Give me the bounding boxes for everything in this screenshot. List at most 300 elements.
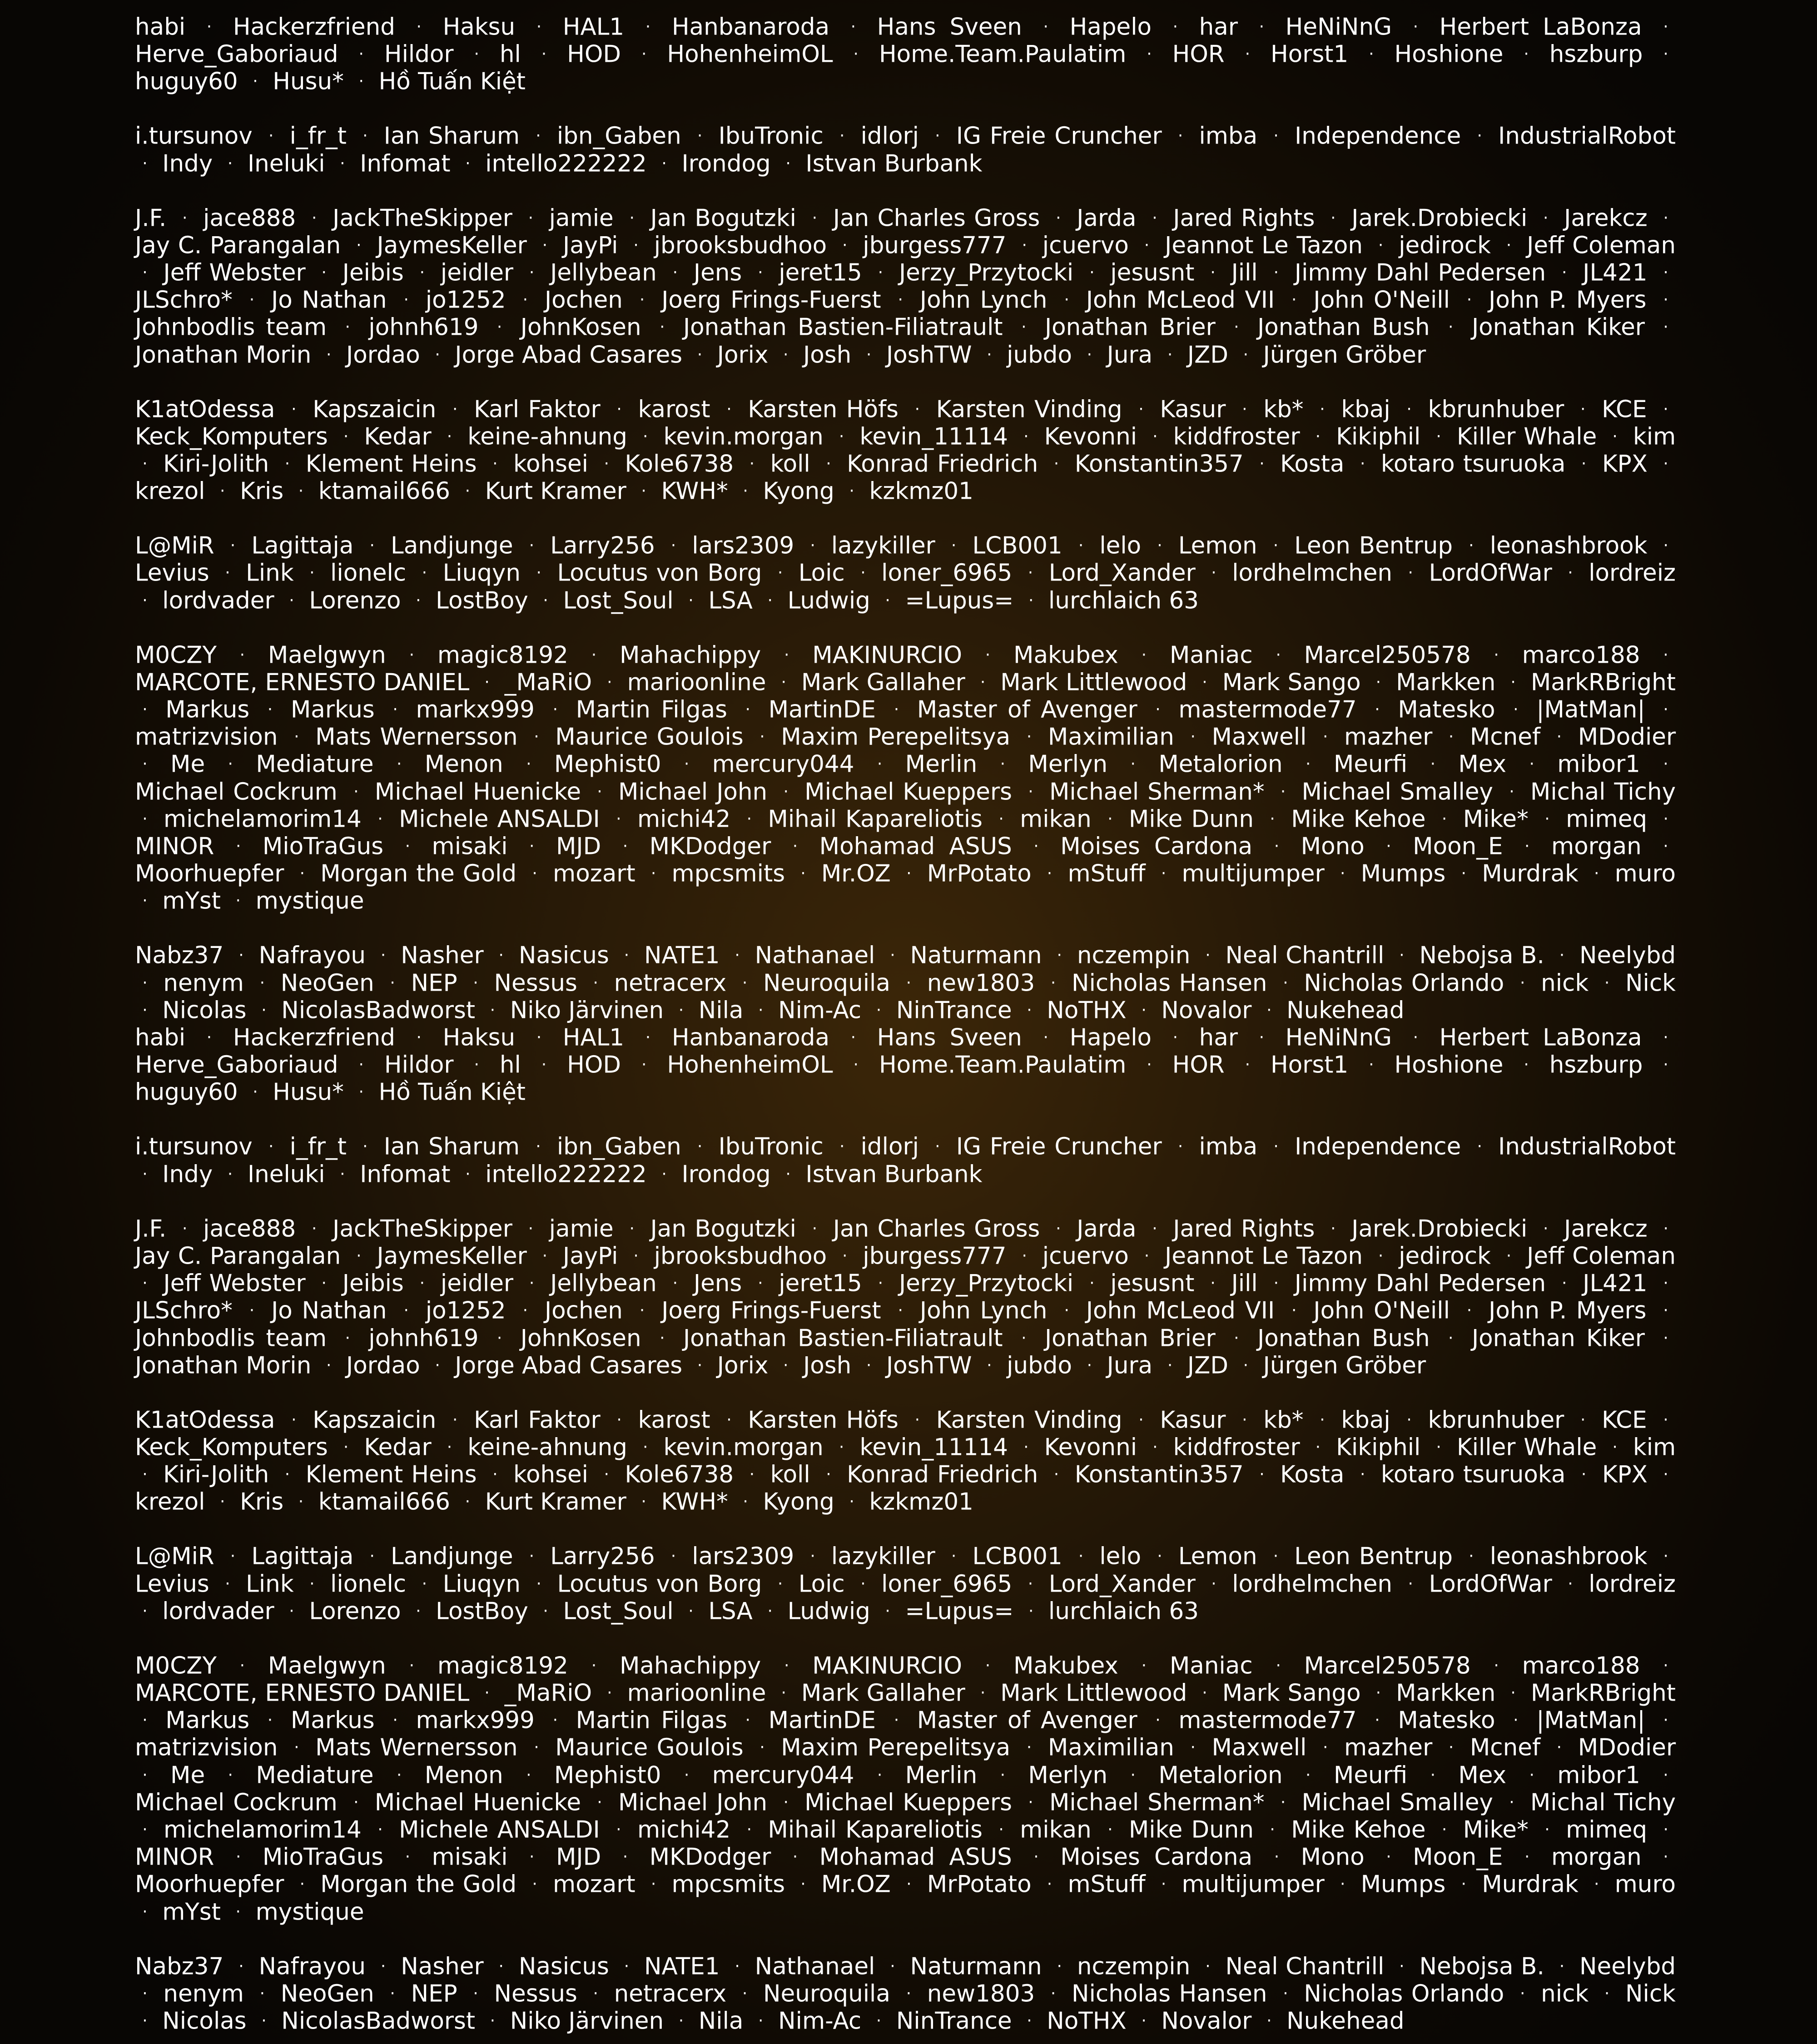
- contributor-name: Lemon: [1178, 1543, 1257, 1570]
- contributor-name: jbrooksbudhoo: [654, 1242, 827, 1270]
- contributor-name: Moon_E: [1413, 833, 1503, 860]
- separator-dot: ·: [641, 1055, 647, 1075]
- separator-dot: ·: [743, 481, 748, 501]
- contributor-name: jeret15: [779, 259, 862, 287]
- contributor-name: nick: [1541, 1980, 1589, 2008]
- separator-dot: ·: [812, 1219, 818, 1238]
- contributor-name: Markus: [165, 696, 250, 724]
- contributor-name: MarkRBright: [1530, 669, 1676, 696]
- contributor-name: Jonathan Brier: [1044, 1324, 1216, 1352]
- separator-dot: ·: [142, 809, 148, 829]
- contributor-name: Menon: [424, 1761, 503, 1789]
- contributor-name: Kris: [240, 477, 284, 505]
- separator-dot: ·: [1043, 17, 1048, 36]
- contributor-name: jace888: [203, 1215, 296, 1243]
- separator-dot: ·: [490, 1000, 496, 1020]
- separator-dot: ·: [624, 1956, 630, 1976]
- separator-dot: ·: [1581, 1465, 1587, 1484]
- separator-dot: ·: [369, 536, 375, 556]
- contributor-name: Matesko: [1398, 1707, 1495, 1734]
- contributor-name: Mediature: [256, 750, 374, 778]
- separator-dot: ·: [343, 1437, 349, 1457]
- separator-dot: ·: [1266, 1000, 1272, 1020]
- separator-dot: ·: [624, 946, 630, 965]
- contributor-name: Kikiphil: [1336, 1434, 1421, 1461]
- separator-dot: ·: [536, 1028, 542, 1047]
- separator-dot: ·: [1509, 1792, 1514, 1812]
- separator-dot: ·: [1663, 837, 1668, 856]
- contributor-name: Jürgen Gröber: [1263, 1352, 1426, 1379]
- separator-dot: ·: [898, 290, 903, 310]
- separator-dot: ·: [678, 1000, 684, 1020]
- separator-dot: ·: [1322, 727, 1328, 747]
- contributor-name: NinTrance: [896, 2007, 1012, 2035]
- separator-dot: ·: [496, 1328, 502, 1348]
- contributor-name: MAKINURCIO: [812, 1652, 963, 1680]
- contributor-name: imba: [1199, 1133, 1258, 1161]
- contributor-name: Jonathan Kiker: [1471, 1324, 1645, 1352]
- contributor-name: Lord_Xander: [1048, 1570, 1196, 1597]
- contributor-name: Kikiphil: [1336, 423, 1421, 451]
- contributor-name: Lost_Soul: [563, 1597, 674, 1625]
- separator-dot: ·: [1543, 1219, 1549, 1238]
- separator-dot: ·: [1322, 1738, 1328, 1757]
- contributor-name: Konrad Friedrich: [847, 450, 1038, 478]
- contributor-name: Johnbodlis team: [135, 1324, 327, 1352]
- contributor-name: MKDodger: [649, 833, 771, 860]
- contributor-name: MJD: [556, 833, 601, 860]
- separator-dot: ·: [1559, 1956, 1565, 1976]
- separator-dot: ·: [826, 1465, 831, 1484]
- contributor-name: kotaro tsuruoka: [1380, 1461, 1566, 1488]
- separator-dot: ·: [526, 754, 531, 774]
- separator-dot: ·: [1663, 45, 1668, 64]
- contributor-name: Jay C. Parangalan: [135, 1242, 341, 1270]
- contributor-name: Jay C. Parangalan: [135, 232, 341, 259]
- contributor-name: misaki: [432, 1843, 508, 1871]
- contributor-name: keine-ahnung: [467, 1434, 627, 1461]
- separator-dot: ·: [1050, 1984, 1056, 2003]
- separator-dot: ·: [1144, 1246, 1150, 1265]
- separator-dot: ·: [532, 864, 537, 883]
- contributor-name: keine-ahnung: [467, 423, 627, 451]
- contributor-name: Meurfi: [1333, 750, 1408, 778]
- contributor-name: MARCOTE, ERNESTO DANIEL: [135, 1679, 470, 1707]
- contributor-name: Nicolas: [162, 2007, 247, 2035]
- separator-dot: ·: [697, 1355, 703, 1375]
- contributor-name: Jonathan Kiker: [1471, 313, 1645, 341]
- separator-dot: ·: [1291, 290, 1297, 310]
- contributor-name: Neelybd: [1579, 1952, 1676, 1980]
- separator-dot: ·: [542, 235, 548, 255]
- separator-dot: ·: [1524, 837, 1530, 856]
- contributor-name: Lorenzo: [309, 1597, 401, 1625]
- separator-dot: ·: [826, 454, 831, 474]
- contributor-name: Jonathan Morin: [135, 1352, 312, 1379]
- separator-dot: ·: [1202, 672, 1207, 692]
- separator-dot: ·: [142, 891, 148, 911]
- contributor-name: Nathanael: [755, 942, 875, 969]
- contributor-name: mYst: [162, 1898, 221, 1925]
- separator-dot: ·: [906, 973, 912, 992]
- contributor-name: Jorge Abad Casares: [455, 341, 683, 369]
- contributor-name: Locutus von Borg: [557, 1570, 762, 1597]
- contributor-name: =Lupus=: [905, 587, 1014, 615]
- contributor-name: Jeannot Le Tazon: [1165, 1242, 1363, 1270]
- separator-dot: ·: [1141, 2011, 1147, 2030]
- contributor-name: koll: [770, 1461, 810, 1488]
- contributor-name: L@MiR: [135, 532, 214, 560]
- contributor-name: Kapszaicin: [313, 1406, 437, 1434]
- separator-dot: ·: [1369, 1055, 1374, 1075]
- contributor-name: Merlyn: [1028, 1761, 1108, 1789]
- contributor-name: Nicholas Hansen: [1072, 969, 1267, 997]
- separator-dot: ·: [182, 208, 188, 228]
- separator-dot: ·: [853, 1055, 859, 1075]
- separator-dot: ·: [684, 754, 690, 774]
- contributor-name: kevin.morgan: [663, 423, 824, 451]
- contributor-name: Jarekcz: [1564, 204, 1648, 232]
- separator-dot: ·: [261, 1000, 267, 1020]
- separator-dot: ·: [885, 590, 890, 610]
- contributor-name: nenym: [163, 1980, 244, 2008]
- contributor-name: mozart: [553, 1870, 635, 1898]
- contributor-name: mystique: [255, 887, 364, 915]
- contributor-name: Nicholas Hansen: [1072, 1980, 1267, 2008]
- contributor-name: JackTheSkipper: [333, 1215, 512, 1243]
- separator-dot: ·: [1273, 1274, 1279, 1293]
- separator-dot: ·: [321, 263, 327, 283]
- separator-dot: ·: [1663, 645, 1668, 665]
- separator-dot: ·: [1580, 1410, 1586, 1429]
- credit-block-l: [135, 1543, 1676, 1625]
- contributor-name: Jimmy Dahl Pedersen: [1294, 1270, 1546, 1297]
- contributor-name: netracerx: [614, 1980, 727, 2008]
- contributor-name: Jens: [693, 1270, 742, 1297]
- contributor-name: K1atOdessa: [135, 1406, 275, 1434]
- contributor-name: |MatMan|: [1536, 1707, 1645, 1734]
- contributor-name: Michele ANSALDI: [399, 1816, 600, 1844]
- separator-dot: ·: [498, 946, 504, 965]
- separator-dot: ·: [1612, 1437, 1618, 1457]
- separator-dot: ·: [785, 1164, 791, 1184]
- separator-dot: ·: [1663, 1055, 1668, 1075]
- contributor-name: LordOfWar: [1429, 1570, 1552, 1597]
- contributor-name: Leon Bentrup: [1294, 532, 1453, 560]
- contributor-name: Hapelo: [1069, 1024, 1152, 1052]
- separator-dot: ·: [298, 1492, 304, 1512]
- contributor-name: Jarekcz: [1564, 1215, 1648, 1243]
- contributor-name: Jochen: [544, 286, 623, 314]
- contributor-name: IG Freie Cruncher: [956, 122, 1162, 150]
- contributor-name: KPX: [1602, 1461, 1648, 1488]
- contributor-name: mikan: [1020, 1816, 1092, 1844]
- contributor-name: LSA: [708, 587, 753, 615]
- contributor-name: jamie: [549, 204, 614, 232]
- contributor-name: Jarda: [1077, 204, 1137, 232]
- separator-dot: ·: [435, 1355, 440, 1375]
- contributor-name: John McLeod VII: [1086, 1297, 1275, 1325]
- contributor-name: NoTHX: [1047, 2007, 1127, 2035]
- contributor-name: M0CZY: [135, 641, 217, 669]
- separator-dot: ·: [1064, 290, 1069, 310]
- contributor-name: Nafrayou: [258, 942, 366, 969]
- contributor-name: MioTraGus: [262, 1843, 384, 1871]
- separator-dot: ·: [311, 208, 317, 228]
- separator-dot: ·: [1663, 1847, 1668, 1867]
- credits-copy-1: [135, 14, 1676, 1024]
- contributor-name: Markken: [1396, 669, 1496, 696]
- separator-dot: ·: [1413, 1028, 1419, 1047]
- contributor-name: lordreiz: [1589, 559, 1676, 587]
- contributor-name: kotaro tsuruoka: [1380, 450, 1566, 478]
- separator-dot: ·: [1340, 1875, 1345, 1894]
- separator-dot: ·: [1510, 672, 1516, 692]
- contributor-name: Marcel250578: [1304, 1652, 1471, 1680]
- separator-dot: ·: [1155, 1711, 1161, 1730]
- separator-dot: ·: [536, 563, 541, 583]
- separator-dot: ·: [616, 1820, 621, 1839]
- separator-dot: ·: [473, 973, 478, 992]
- separator-dot: ·: [1087, 345, 1092, 364]
- credits-scroll[interactable]: [135, 14, 1676, 2035]
- separator-dot: ·: [299, 1875, 305, 1894]
- separator-dot: ·: [670, 1547, 676, 1566]
- contributor-name: Nila: [698, 2007, 744, 2035]
- contributor-name: Levius: [135, 1570, 209, 1597]
- contributor-name: JohnKosen: [520, 1324, 641, 1352]
- separator-dot: ·: [1330, 208, 1336, 228]
- separator-dot: ·: [1130, 1765, 1136, 1785]
- separator-dot: ·: [230, 1547, 236, 1566]
- separator-dot: ·: [607, 672, 612, 692]
- contributor-name: loner_6965: [881, 559, 1013, 587]
- separator-dot: ·: [914, 1410, 920, 1429]
- contributor-name: KPX: [1602, 450, 1648, 478]
- separator-dot: ·: [1057, 946, 1062, 965]
- contributor-name: lars2309: [692, 532, 794, 560]
- separator-dot: ·: [369, 1547, 375, 1566]
- separator-dot: ·: [1375, 672, 1381, 692]
- separator-dot: ·: [800, 1875, 806, 1894]
- contributor-name: jamie: [549, 1215, 614, 1243]
- contributor-name: HeNiNnG: [1285, 13, 1392, 41]
- contributor-name: Mcnef: [1469, 1734, 1541, 1761]
- contributor-name: ibn_Gaben: [556, 122, 681, 150]
- separator-dot: ·: [311, 1219, 317, 1238]
- separator-dot: ·: [1057, 1956, 1062, 1976]
- contributor-name: Kiri-Jolith: [163, 450, 269, 478]
- contributor-name: Michael Cockrum: [135, 1789, 338, 1816]
- contributor-name: Istvan Burbank: [805, 1161, 983, 1188]
- separator-dot: ·: [866, 1355, 872, 1375]
- contributor-name: Link: [246, 559, 294, 587]
- separator-dot: ·: [1320, 399, 1325, 419]
- separator-dot: ·: [142, 1711, 148, 1730]
- contributor-name: Hildor: [384, 40, 454, 68]
- separator-dot: ·: [1078, 1547, 1084, 1566]
- separator-dot: ·: [1399, 1956, 1405, 1976]
- contributor-name: Hanbanaroda: [671, 13, 830, 41]
- contributor-name: Neuroquila: [763, 1980, 890, 2008]
- separator-dot: ·: [492, 454, 498, 474]
- separator-dot: ·: [1529, 1765, 1534, 1785]
- separator-dot: ·: [1234, 318, 1239, 337]
- separator-dot: ·: [1315, 1437, 1321, 1457]
- separator-dot: ·: [1306, 754, 1311, 774]
- separator-dot: ·: [182, 1219, 188, 1238]
- contributor-name: i_fr_t: [289, 122, 347, 150]
- contributor-name: nick: [1541, 969, 1589, 997]
- separator-dot: ·: [1524, 1847, 1530, 1867]
- separator-dot: ·: [392, 700, 398, 719]
- contributor-name: Michael Sherman*: [1049, 778, 1265, 806]
- separator-dot: ·: [358, 45, 364, 64]
- separator-dot: ·: [951, 1547, 957, 1566]
- contributor-name: Karl Faktor: [474, 1406, 601, 1434]
- separator-dot: ·: [742, 973, 748, 992]
- separator-dot: ·: [1167, 1355, 1173, 1375]
- contributor-name: Hans Sveen: [877, 13, 1022, 41]
- separator-dot: ·: [661, 1164, 667, 1184]
- contributor-name: mystique: [255, 1898, 364, 1925]
- separator-dot: ·: [405, 837, 411, 856]
- contributor-name: jcuervo: [1042, 232, 1129, 259]
- separator-dot: ·: [1315, 427, 1321, 446]
- contributor-name: jburgess777: [863, 232, 1007, 259]
- contributor-name: jcuervo: [1042, 1242, 1129, 1270]
- separator-dot: ·: [1320, 1410, 1325, 1429]
- separator-dot: ·: [498, 1956, 504, 1976]
- separator-dot: ·: [473, 1984, 478, 2003]
- contributor-name: Jan Bogutzki: [650, 1215, 796, 1243]
- contributor-name: Michal Tichy: [1530, 1789, 1676, 1816]
- separator-dot: ·: [345, 318, 350, 337]
- contributor-name: Loic: [798, 1570, 845, 1597]
- contributor-name: Metalorion: [1158, 750, 1283, 778]
- separator-dot: ·: [1369, 45, 1374, 64]
- contributor-name: Michael Cockrum: [135, 778, 338, 806]
- separator-dot: ·: [447, 427, 452, 446]
- contributor-name: MioTraGus: [262, 833, 384, 860]
- contributor-name: HohenheimOL: [667, 1051, 833, 1079]
- separator-dot: ·: [289, 590, 294, 610]
- separator-dot: ·: [253, 72, 258, 91]
- separator-dot: ·: [1461, 864, 1467, 883]
- separator-dot: ·: [616, 809, 621, 829]
- separator-dot: ·: [1663, 208, 1668, 228]
- contributor-name: loner_6965: [881, 1570, 1013, 1597]
- separator-dot: ·: [142, 1765, 148, 1785]
- contributor-name: Jeibis: [342, 259, 404, 287]
- contributor-name: Matesko: [1398, 696, 1495, 724]
- separator-dot: ·: [980, 1683, 986, 1702]
- separator-dot: ·: [294, 727, 299, 747]
- contributor-name: hl: [499, 1051, 521, 1079]
- contributor-name: mastermode77: [1178, 696, 1357, 724]
- contributor-name: Kole6738: [625, 450, 734, 478]
- separator-dot: ·: [268, 126, 274, 146]
- separator-dot: ·: [839, 1137, 845, 1156]
- contributor-name: HeNiNnG: [1285, 1024, 1392, 1052]
- separator-dot: ·: [259, 973, 265, 992]
- separator-dot: ·: [935, 126, 940, 146]
- contributor-name: Jonathan Bastien-Filiatrault: [683, 313, 1003, 341]
- contributor-name: netracerx: [614, 969, 727, 997]
- separator-dot: ·: [542, 1246, 548, 1265]
- separator-dot: ·: [1461, 1875, 1467, 1894]
- separator-dot: ·: [1141, 645, 1147, 665]
- separator-dot: ·: [645, 17, 651, 36]
- contributor-name: Marcel250578: [1304, 641, 1471, 669]
- contributor-name: Kurt Kramer: [485, 477, 626, 505]
- contributor-name: MARCOTE, ERNESTO DANIEL: [135, 669, 470, 696]
- separator-dot: ·: [1138, 399, 1144, 419]
- separator-dot: ·: [1000, 754, 1006, 774]
- separator-dot: ·: [1243, 345, 1249, 364]
- contributor-name: IbuTronic: [718, 1133, 824, 1161]
- contributor-name: Kevonni: [1044, 1434, 1137, 1461]
- contributor-name: jedirock: [1399, 1242, 1491, 1270]
- contributor-name: Master of Avenger: [917, 696, 1137, 724]
- separator-dot: ·: [781, 1683, 786, 1702]
- contributor-name: Kedar: [364, 423, 432, 451]
- separator-dot: ·: [1211, 1574, 1216, 1593]
- separator-dot: ·: [1283, 973, 1288, 992]
- separator-dot: ·: [291, 399, 297, 419]
- contributor-name: Nukehead: [1286, 997, 1405, 1024]
- contributor-name: Mahachippy: [619, 1652, 761, 1680]
- contributor-name: JL421: [1583, 259, 1648, 287]
- separator-dot: ·: [1408, 563, 1414, 583]
- contributor-name: Mark Sango: [1222, 1679, 1361, 1707]
- contributor-name: Markus: [165, 1707, 250, 1734]
- separator-dot: ·: [380, 1956, 386, 1976]
- credit-block-k: [135, 396, 1676, 506]
- separator-dot: ·: [998, 1820, 1004, 1839]
- contributor-name: Kosta: [1280, 1461, 1345, 1488]
- separator-dot: ·: [1028, 590, 1034, 610]
- separator-dot: ·: [1663, 1328, 1668, 1348]
- separator-dot: ·: [1510, 1683, 1516, 1702]
- separator-dot: ·: [1234, 1328, 1239, 1348]
- separator-dot: ·: [742, 1984, 748, 2003]
- contributor-name: Maniac: [1169, 641, 1253, 669]
- separator-dot: ·: [684, 1765, 690, 1785]
- contributor-name: John McLeod VII: [1086, 286, 1275, 314]
- contributor-name: Jarda: [1077, 1215, 1137, 1243]
- separator-dot: ·: [758, 1000, 764, 1020]
- contributor-name: matrizvision: [135, 723, 278, 751]
- separator-dot: ·: [1276, 645, 1281, 665]
- separator-dot: ·: [267, 1711, 273, 1730]
- contributor-name: kevin.morgan: [663, 1434, 824, 1461]
- contributor-name: Liuqyn: [442, 559, 521, 587]
- contributor-name: lordvader: [162, 587, 274, 615]
- separator-dot: ·: [849, 481, 854, 501]
- contributor-name: LostBoy: [436, 1597, 528, 1625]
- contributor-name: JaymesKeller: [377, 232, 527, 259]
- contributor-name: Karsten Vinding: [936, 396, 1122, 423]
- contributor-name: habi: [135, 13, 186, 41]
- contributor-name: MINOR: [135, 1843, 214, 1871]
- separator-dot: ·: [1047, 1875, 1052, 1894]
- separator-dot: ·: [321, 1274, 327, 1293]
- separator-dot: ·: [1211, 563, 1216, 583]
- separator-dot: ·: [1556, 1738, 1562, 1757]
- contributor-name: Neal Chantrill: [1225, 1952, 1385, 1980]
- separator-dot: ·: [1157, 536, 1162, 556]
